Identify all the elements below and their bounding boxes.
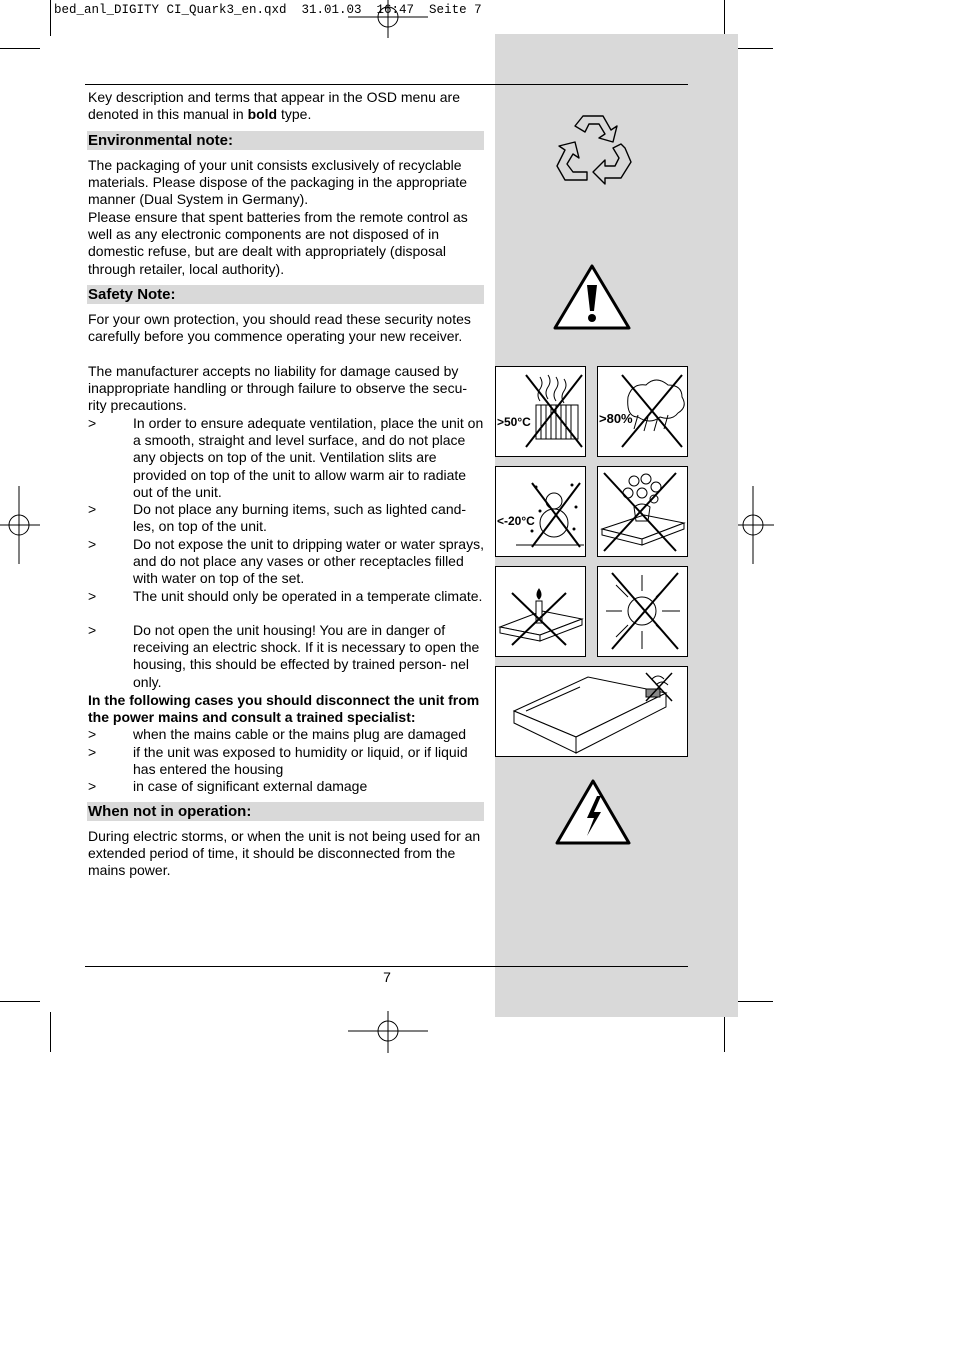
not-in-operation-heading: When not in operation: [87,802,484,821]
environmental-paragraph-1: The packaging of your unit consists exclusively of recyclable materials. Please dispose of the packaging in the appropriate manner (Dual System in Germany). [88,157,468,208]
footer-rule [85,966,688,967]
bullet-marker: > [88,536,97,552]
page-number: 7 [383,969,391,985]
bold-word: bold [247,106,278,123]
bullet-marker: > [88,622,97,638]
bullet-text: if the unit was exposed to humidity or liquid, or if liquid has entered the housing [133,744,468,778]
crop-mark [724,0,725,36]
candle-on-unit-tile [495,566,586,657]
sun-icon [598,567,687,656]
registration-mark-right [734,486,774,564]
cold-warning-tile [495,466,586,557]
header-rule [85,84,688,85]
bullet-marker: > [88,744,97,760]
bullet-marker: > [88,415,97,431]
crop-mark [0,1001,40,1002]
safety-heading: Safety Note: [87,285,484,304]
humidity-warning-tile [597,366,688,457]
intro-paragraph: Key description and terms that appear in the OSD menu are denoted in this manual in bold type. [88,89,460,123]
bullet-marker: > [88,726,97,742]
receiver-icon [496,667,687,756]
crop-mark [735,1001,773,1002]
electric-shock-warning-icon [553,778,633,846]
heat-warning-tile [495,366,586,457]
disconnect-heading: In the following cases you should disconnect the unit from the power mains and consult a trained specialist: [88,692,480,726]
humidity-label: >80% [599,411,633,426]
not-in-operation-paragraph: During electric storms, or when the unit is not being used for an extended period of time, it should be disconnected from the mains power. [88,828,481,879]
bullet-marker: > [88,588,97,604]
safety-paragraph-2: The manufacturer accepts no liability for damage caused by inappropriate handling or through failure to observe the secu- rity precautions. [88,363,468,414]
environmental-paragraph-2: Please ensure that spent batteries from the remote control as well as any electronic components are not disposed of in domestic refuse, but are dealt with appropriately (disposal through retailer, local authority). [88,209,468,277]
safety-paragraph-1: For your own protection, you should read these security notes carefully before you commence operating your new receiver. [88,311,471,345]
bullet-marker: > [88,501,97,517]
file-slug: bed_anl_DIGITY CI_Quark3_en.qxd 31.01.03 16:47 Seite 7 [54,3,482,17]
bullet-text: in case of significant external damage [133,778,368,794]
bullet-text: In order to ensure adequate ventilation, place the unit on a smooth, straight and level surface, and do not place any objects on top of the unit. Ventilation slits are provided on top of the unit to allow warm air to radiate out of the unit. [133,415,484,500]
bullet-text: Do not expose the unit to dripping water or water sprays, and do not place any vases or other receptacles filled with water on top of the set. [133,536,484,587]
bullet-text: Do not open the unit housing! You are in danger of receiving an electric shock. If it is necessary to open the housing, this should be effected by trained person- nel only. [133,622,480,690]
flowers-on-unit-tile [597,466,688,557]
environmental-heading: Environmental note: [87,131,484,150]
heat-label: >50°C [497,415,531,429]
bullet-text: The unit should only be operated in a temperate climate. [133,588,483,604]
crop-mark [0,48,40,49]
receiver-ventilation-tile [495,666,688,757]
bullet-marker: > [88,778,97,794]
cold-label: <-20°C [497,514,535,528]
crop-mark [50,1012,51,1052]
sunlight-warning-tile [597,566,688,657]
crop-mark [735,48,773,49]
bullet-text: Do not place any burning items, such as lighted cand- les, on top of the unit. [133,501,467,535]
radiator-icon [496,367,585,456]
bullet-text: when the mains cable or the mains plug are damaged [133,726,467,742]
warning-exclamation-icon [551,263,633,331]
snowman-icon [496,467,585,556]
candle-icon [496,567,585,656]
crop-mark [50,0,51,36]
recycle-icon [555,112,633,186]
vase-on-receiver-icon [598,467,687,556]
crop-mark [724,1012,725,1052]
registration-mark-bottom [348,1011,428,1053]
registration-mark-left [0,486,40,564]
